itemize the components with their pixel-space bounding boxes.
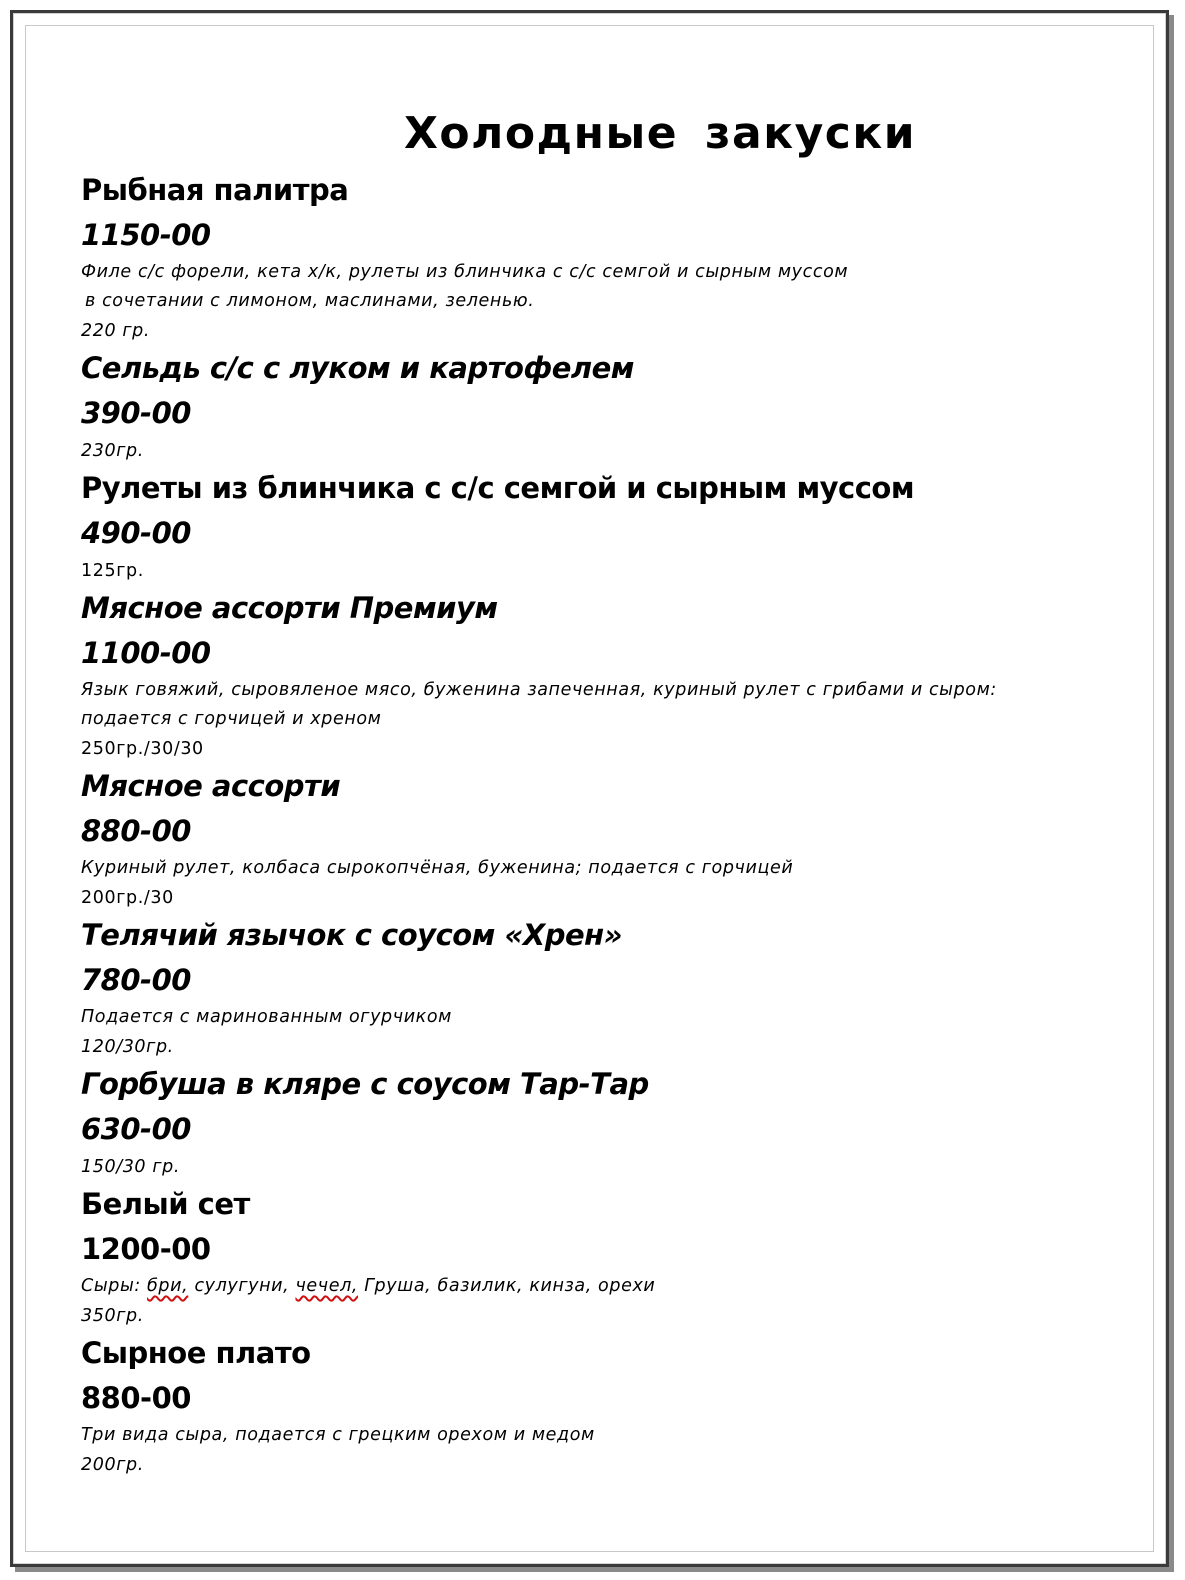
- item-description: Куриный рулет, колбаса сырокопчёная, буженина; подается с горчицей: [81, 858, 794, 878]
- menu-item-veal-tongue: [81, 913, 1121, 1062]
- desc-middle: сулугуни,: [188, 1276, 296, 1296]
- item-price: 490-00: [81, 516, 191, 550]
- menu-item-herring: [81, 346, 1121, 466]
- item-price: 1100-00: [81, 636, 211, 670]
- menu-item-meat-premium: [81, 586, 1121, 764]
- item-weight: 250гр./30/30: [81, 739, 204, 759]
- menu-item-meat-platter: [81, 764, 1121, 913]
- item-weight: 125гр.: [81, 561, 144, 581]
- spellcheck-word: бри,: [147, 1276, 189, 1296]
- item-price: 1200-00: [81, 1232, 211, 1266]
- menu-item-pink-salmon: [81, 1062, 1121, 1182]
- item-weight: 230гр.: [81, 441, 144, 461]
- item-name: Сельдь с/с с луком и картофелем: [81, 351, 635, 385]
- item-price: 630-00: [81, 1112, 191, 1146]
- item-price: 880-00: [81, 1381, 191, 1415]
- menu-item-white-set: [81, 1182, 1121, 1331]
- item-weight: 200гр./30: [81, 888, 174, 908]
- item-description: [81, 1272, 1121, 1301]
- item-description: Филе с/с форели, кета х/к, рулеты из блинчика с с/с семгой и сырным муссом: [81, 262, 849, 282]
- desc-prefix: Сыры:: [81, 1276, 148, 1296]
- item-name: Сырное плато: [81, 1336, 311, 1370]
- menu-list: [81, 168, 1121, 1480]
- item-description: Подается с маринованным огурчиком: [81, 1007, 452, 1027]
- item-weight: 200гр.: [81, 1455, 144, 1475]
- item-name: Рыбная палитра: [81, 173, 349, 207]
- item-price: 880-00: [81, 814, 191, 848]
- item-price: 390-00: [81, 396, 191, 430]
- item-name: Мясное ассорти Премиум: [81, 591, 498, 625]
- item-description: Язык говяжий, сыровяленое мясо, буженина запеченная, куриный рулет с грибами и сыром:: [81, 680, 997, 700]
- menu-item-crepe-rolls: [81, 466, 1121, 586]
- item-price: 780-00: [81, 963, 191, 997]
- item-weight: 350гр.: [81, 1306, 144, 1326]
- item-name: Мясное ассорти: [81, 769, 341, 803]
- item-description: в сочетании с лимоном, маслинами, зеленью.: [85, 291, 535, 311]
- item-weight: 120/30гр.: [81, 1037, 174, 1057]
- menu-item-fish-palette: [81, 168, 1121, 346]
- item-price: 1150-00: [81, 218, 211, 252]
- menu-title: Холодные закуски: [403, 108, 917, 159]
- menu-item-cheese-plate: [81, 1331, 1121, 1480]
- item-weight: 220 гр.: [81, 321, 151, 341]
- item-description: подается с горчицей и хреном: [81, 709, 382, 729]
- item-weight: 150/30 гр.: [81, 1157, 180, 1177]
- item-description: Три вида сыра, подается с грецким орехом и медом: [81, 1425, 595, 1445]
- item-name: Рулеты из блинчика с с/с семгой и сырным муссом: [81, 471, 915, 505]
- item-name: Белый сет: [81, 1187, 250, 1221]
- item-name: Горбуша в кляре с соусом Тар-Тар: [81, 1067, 649, 1101]
- desc-suffix: Груша, базилик, кинза, орехи: [358, 1276, 656, 1296]
- item-name: Телячий язычок с соусом «Хрен»: [81, 918, 622, 952]
- spellcheck-word: чечел,: [295, 1276, 359, 1296]
